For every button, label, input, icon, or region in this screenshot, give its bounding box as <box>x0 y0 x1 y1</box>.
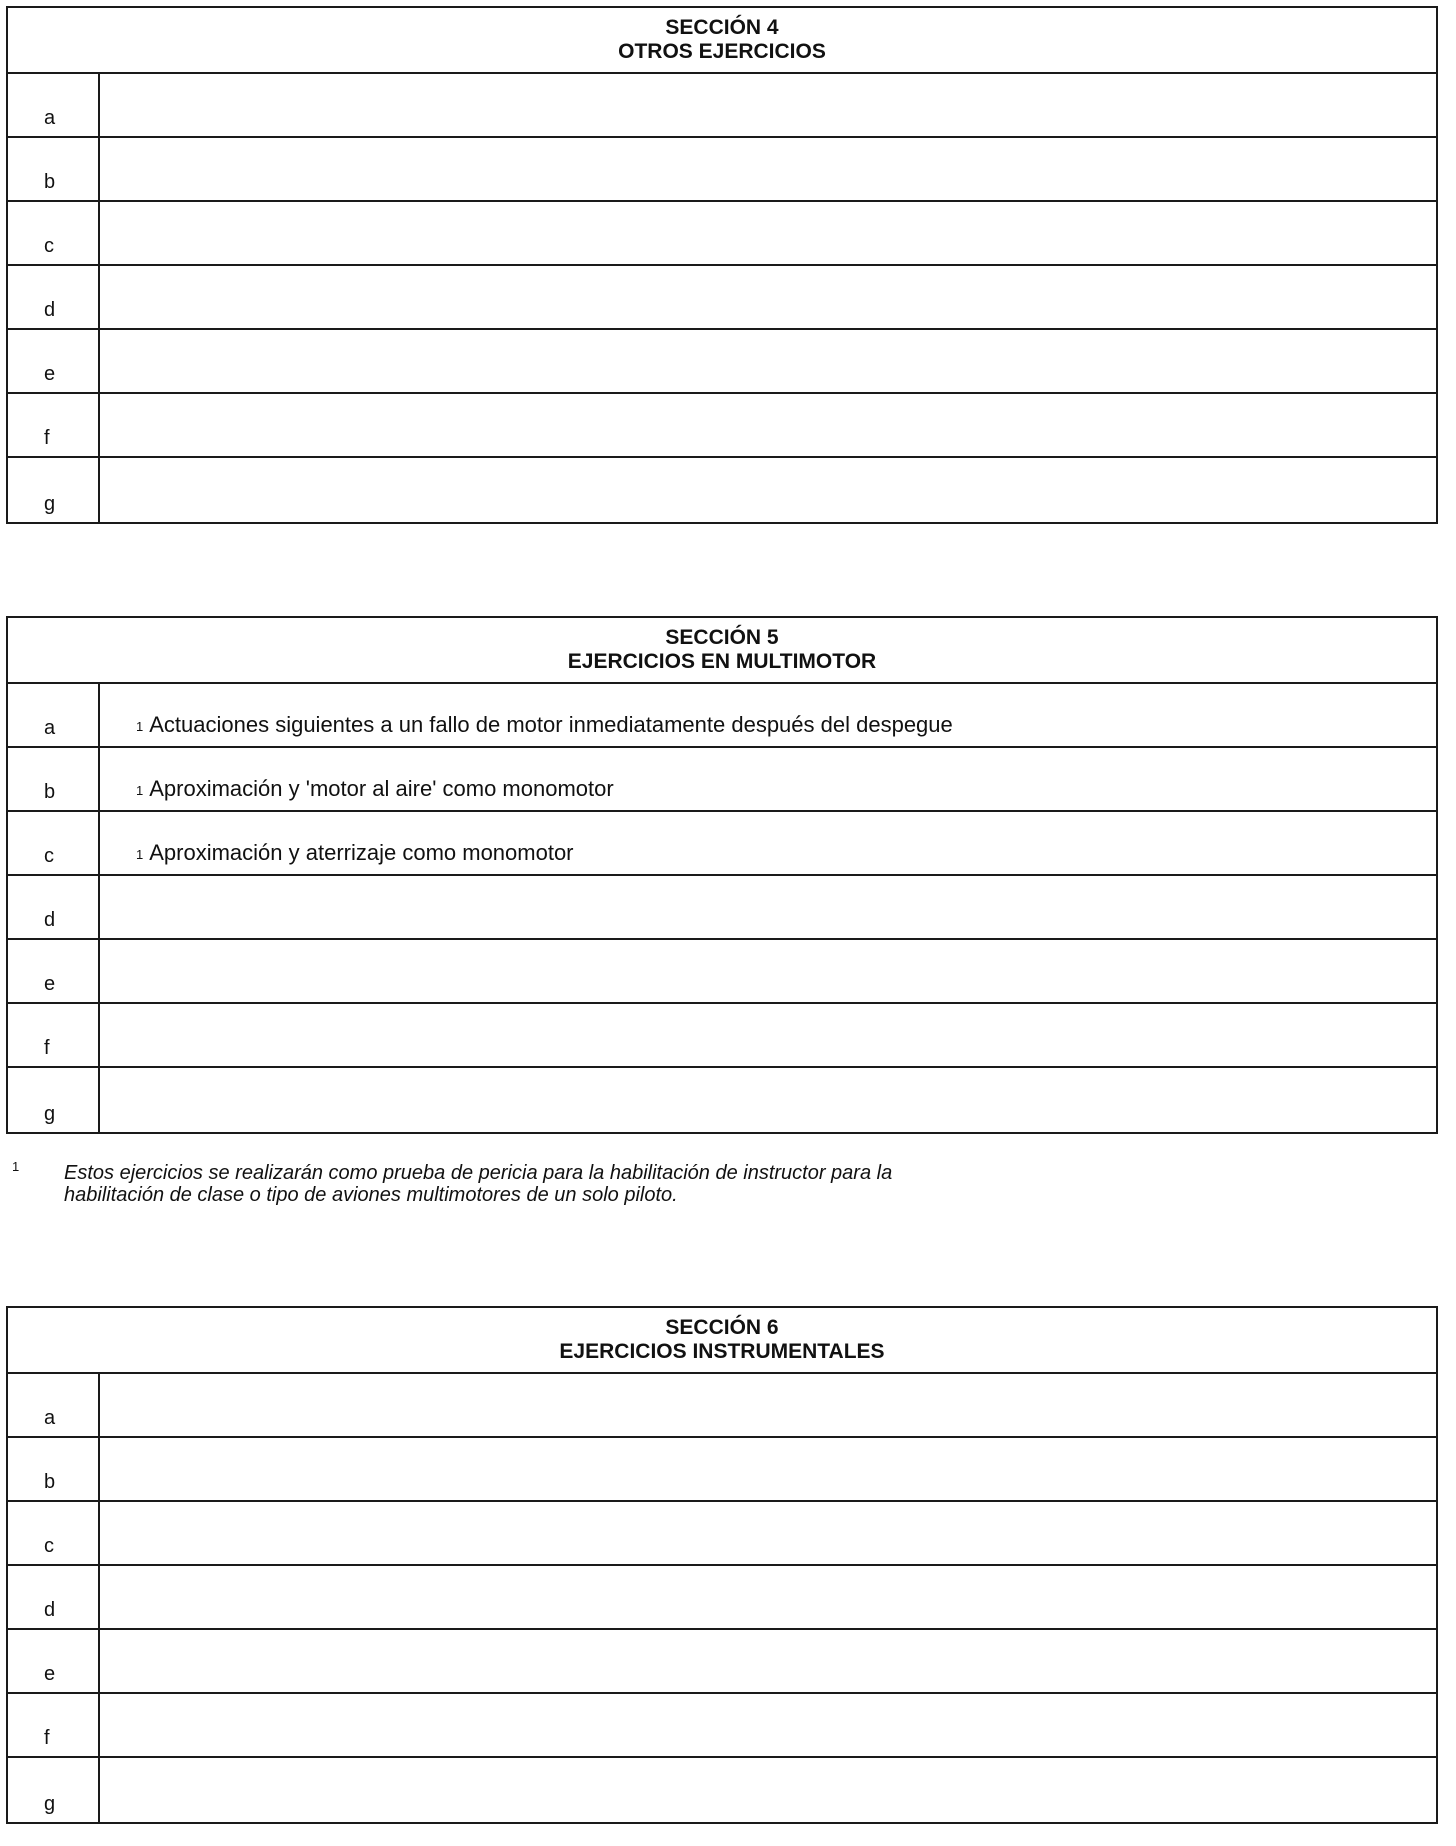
row-content <box>100 1566 1436 1628</box>
row-letter: e <box>8 1630 100 1692</box>
table-row <box>8 202 1436 266</box>
row-content <box>100 1004 1436 1066</box>
table-row <box>8 1502 1436 1566</box>
section-4-table <box>6 6 1438 524</box>
row-letter: c <box>8 1502 100 1564</box>
row-content <box>100 1630 1436 1692</box>
row-content <box>100 1374 1436 1436</box>
row-letter: e <box>8 940 100 1002</box>
table-row <box>8 1438 1436 1502</box>
section-number: SECCIÓN 5 <box>665 626 779 649</box>
row-content <box>100 1438 1436 1500</box>
section-header <box>8 8 1436 74</box>
row-letter: a <box>8 684 100 746</box>
row-content <box>100 202 1436 264</box>
footnote-line-2: habilitación de clase o tipo de aviones multimotores de un solo piloto. <box>64 1184 678 1206</box>
section-title: EJERCICIOS INSTRUMENTALES <box>559 1340 885 1363</box>
table-row <box>8 684 1436 748</box>
row-content <box>100 394 1436 456</box>
row-content <box>100 748 1436 810</box>
row-letter: g <box>8 1068 100 1132</box>
footnote <box>12 1159 1312 1206</box>
row-letter: c <box>8 202 100 264</box>
footnote-reference: 1 <box>136 847 144 862</box>
table-row <box>8 1374 1436 1438</box>
table-row <box>8 1694 1436 1758</box>
footnote-reference: 1 <box>136 719 144 734</box>
row-letter: f <box>8 1694 100 1756</box>
table-row <box>8 812 1436 876</box>
table-row <box>8 74 1436 138</box>
row-content <box>100 876 1436 938</box>
row-letter: c <box>8 812 100 874</box>
table-row <box>8 1004 1436 1068</box>
section-number: SECCIÓN 6 <box>665 1316 779 1339</box>
row-letter: f <box>8 1004 100 1066</box>
table-row <box>8 1630 1436 1694</box>
section-title: OTROS EJERCICIOS <box>618 40 826 63</box>
table-row <box>8 1068 1436 1132</box>
row-letter: b <box>8 748 100 810</box>
row-content <box>100 1694 1436 1756</box>
row-letter: e <box>8 330 100 392</box>
row-letter: d <box>8 876 100 938</box>
section-6-table <box>6 1306 1438 1824</box>
footnote-line-1: Estos ejercicios se realizarán como prueba de pericia para la habilitación de instructor para la <box>64 1162 893 1184</box>
row-letter: g <box>8 1758 100 1822</box>
table-row <box>8 1758 1436 1822</box>
table-row <box>8 330 1436 394</box>
section-header <box>8 618 1436 684</box>
row-content <box>100 330 1436 392</box>
table-row <box>8 394 1436 458</box>
row-text: Aproximación y 'motor al aire' como monomotor <box>149 776 614 801</box>
row-content <box>100 458 1436 522</box>
row-text: Actuaciones siguientes a un fallo de motor inmediatamente después del despegue <box>149 712 953 737</box>
row-content <box>100 1758 1436 1822</box>
row-letter: f <box>8 394 100 456</box>
table-row <box>8 940 1436 1004</box>
row-content <box>100 684 1436 746</box>
table-row <box>8 876 1436 940</box>
table-row <box>8 266 1436 330</box>
section-header <box>8 1308 1436 1374</box>
table-row <box>8 458 1436 522</box>
row-content <box>100 74 1436 136</box>
row-letter: b <box>8 1438 100 1500</box>
row-content <box>100 812 1436 874</box>
section-number: SECCIÓN 4 <box>665 16 779 39</box>
footnote-reference: 1 <box>136 783 144 798</box>
section-title: EJERCICIOS EN MULTIMOTOR <box>567 650 877 673</box>
table-row <box>8 748 1436 812</box>
row-letter: a <box>8 74 100 136</box>
section-5-table <box>6 616 1438 1134</box>
footnote-mark: 1 <box>12 1159 20 1174</box>
row-letter: d <box>8 1566 100 1628</box>
row-text: Aproximación y aterrizaje como monomotor <box>149 840 574 865</box>
table-row <box>8 1566 1436 1630</box>
row-content <box>100 266 1436 328</box>
row-content <box>100 1502 1436 1564</box>
row-letter: g <box>8 458 100 522</box>
table-row <box>8 138 1436 202</box>
row-letter: b <box>8 138 100 200</box>
row-letter: a <box>8 1374 100 1436</box>
row-content <box>100 1068 1436 1132</box>
row-content <box>100 138 1436 200</box>
row-content <box>100 940 1436 1002</box>
row-letter: d <box>8 266 100 328</box>
